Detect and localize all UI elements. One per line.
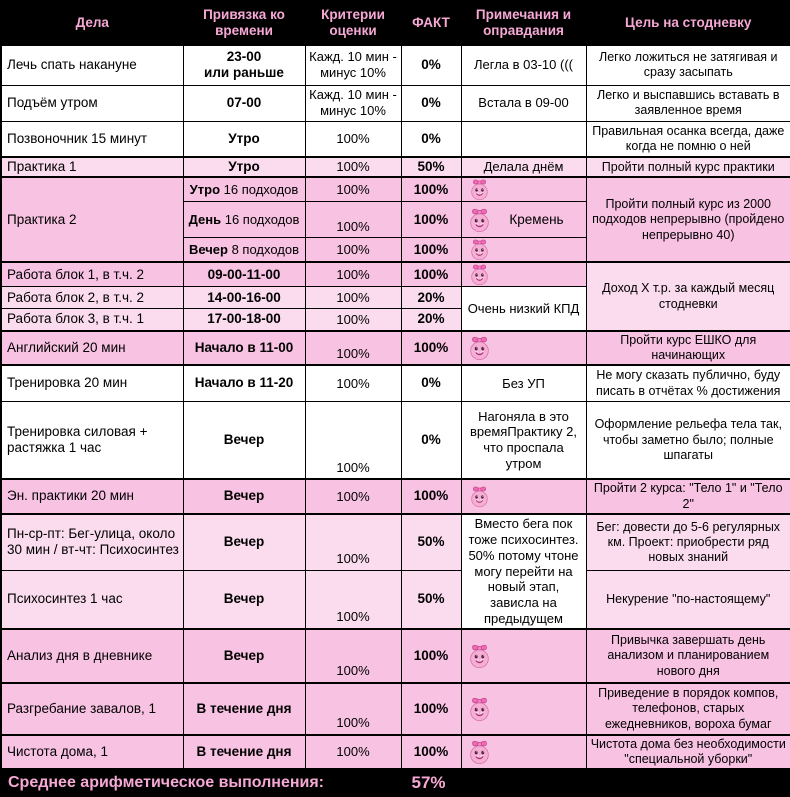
cell-criteria: 100% [305,287,401,309]
cell-goal: Правильная осанка всегда, даже когда не помню о ней [586,121,790,157]
cell-fact: 100% [401,629,461,683]
cell-time: В течение дня [183,683,305,735]
cell-time: 17-00-18-00 [183,309,305,331]
cell-task: Практика 2 [1,177,183,262]
cell-note [461,629,586,683]
cell-time: Начало в 11-20 [183,365,305,401]
cell-task: Анализ дня в дневнике [1,629,183,683]
cell-criteria: 100% [305,121,401,157]
smiley-bow-icon [469,485,490,508]
cell-criteria: 100% [305,157,401,177]
table-row [1,570,790,629]
cell-note [461,479,586,514]
cell-goal: Пройти курс ЕШКО для начинающих [586,331,790,366]
cell-fact: 0% [401,365,461,401]
cell-fact: 100% [401,238,461,263]
cell-task: Эн. практики 20 мин [1,479,183,514]
cell-goal: Бег: довести до 5-6 регулярных км. Проект: приобрести ряд новых знаний [586,514,790,570]
cell-goal: Легко ложиться не затягивая и сразу засыпать [586,45,790,85]
cell-note [461,262,586,287]
cell-fact: 0% [401,85,461,121]
cell-goal: Чистота дома без необходимости "специальной уборки" [586,735,790,770]
cell-criteria: 100% [305,683,401,735]
cell-criteria: 100% [305,238,401,263]
cell-criteria: 100% [305,514,401,570]
header-notes: Примечания и оправдания [461,1,586,45]
cell-task: Психосинтез 1 час [1,570,183,629]
cell-time: Вечер [183,514,305,570]
cell-criteria: Кажд. 10 мин - минус 10% [305,85,401,121]
cell-note: Вместо бега пок тоже психосинтез. 50% потому чтоне могу перейти на новый этап, зависла на предыдущем [461,514,586,629]
cell-time [183,45,305,85]
cell-time: 09-00-11-00 [183,262,305,287]
cell-time: В течение дня [183,735,305,770]
cell-time: Утро [183,157,305,177]
table-row [1,177,790,202]
cell-task: Лечь спать накануне [1,45,183,85]
header-goal: Цель на стодневку [586,1,790,45]
table-row [1,262,790,287]
cell-note [461,238,586,263]
header-time: Привязка ко времени [183,1,305,45]
cell-time: Утро [183,121,305,157]
cell-time: Вечер [183,479,305,514]
cell-task: Работа блок 3, в т.ч. 1 [1,309,183,331]
cell-criteria: Кажд. 10 мин - минус 10% [305,45,401,85]
table-row [1,401,790,479]
header-task: Дела [1,1,183,45]
cell-time: Вечер 8 подходов [183,238,305,263]
cell-fact: 100% [401,262,461,287]
cell-note [461,177,586,202]
cell-criteria: 100% [305,202,401,238]
cell-time: День 16 подходов [183,202,305,238]
header-criteria: Критерии оценки [305,1,401,45]
table-header-row [1,1,790,45]
cell-criteria: 100% [305,735,401,770]
table-row [1,331,790,366]
cell-fact: 100% [401,202,461,238]
cell-time: Вечер [183,401,305,479]
cell-fact: 50% [401,570,461,629]
smiley-bow-icon [469,207,490,233]
cell-fact: 20% [401,287,461,309]
cell-criteria: 100% [305,365,401,401]
cell-time: Вечер [183,629,305,683]
cell-note [461,331,586,366]
cell-fact: 100% [401,177,461,202]
cell-criteria: 100% [305,401,401,479]
cell-criteria: 100% [305,570,401,629]
summary-empty [461,769,790,796]
summary-row [1,769,790,796]
cell-goal: Некурение "по-настоящему" [586,570,790,629]
cell-fact: 100% [401,683,461,735]
table-row [1,85,790,121]
cell-goal: Пройти полный курс практики [586,157,790,177]
cell-note [461,202,586,238]
cell-fact: 50% [401,157,461,177]
cell-goal: Приведение в порядок компов, телефонов, старых ежедневников, вороха бумаг [586,683,790,735]
cell-fact: 100% [401,331,461,366]
table-row [1,45,790,85]
time-line1: 23-00 [226,48,262,64]
cell-time: 14-00-16-00 [183,287,305,309]
cell-goal: Пройти полный курс из 2000 подходов непрерывно (пройдено непрерывно 40) [586,177,790,262]
cell-criteria: 100% [305,629,401,683]
smiley-bow-icon [469,263,490,286]
summary-label: Среднее арифметическое выполнения: [1,769,401,796]
cell-goal: Легко и выспавшись вставать в заявленное время [586,85,790,121]
cell-time: Вечер [183,570,305,629]
cell-task: Английский 20 мин [1,331,183,366]
smiley-bow-icon [469,178,490,201]
cell-task: Работа блок 1, в т.ч. 2 [1,262,183,287]
cell-task: Работа блок 2, в т.ч. 2 [1,287,183,309]
cell-fact: 50% [401,514,461,570]
cell-note: Очень низкий КПД [461,287,586,331]
cell-note [461,121,586,157]
cell-criteria: 100% [305,309,401,331]
cell-criteria: 100% [305,177,401,202]
table-row [1,121,790,157]
cell-criteria: 100% [305,331,401,366]
cell-task: Позвоночник 15 минут [1,121,183,157]
cell-note: Делала днём [461,157,586,177]
cell-goal: Доход Х т.р. за каждый месяц стодневки [586,262,790,331]
smiley-bow-icon [469,238,490,261]
table-row [1,479,790,514]
cell-task: Тренировка 20 мин [1,365,183,401]
cell-goal: Пройти 2 курса: "Тело 1" и "Тело 2" [586,479,790,514]
smiley-bow-icon [469,739,490,765]
summary-value: 57% [401,769,461,796]
cell-task: Тренировка силовая + растяжка 1 час [1,401,183,479]
cell-time: Утро 16 подходов [183,177,305,202]
table-row [1,735,790,770]
cell-goal: Не могу сказать публично, буду писать в отчётах % достижения [586,365,790,401]
cell-fact: 100% [401,735,461,770]
cell-task: Разгребание завалов, 1 [1,683,183,735]
smiley-bow-icon [469,696,490,722]
cell-goal: Привычка завершать день анализом и планированием нового дня [586,629,790,683]
cell-note: Легла в 03-10 ((( [461,45,586,85]
cell-fact: 100% [401,479,461,514]
cell-task: Практика 1 [1,157,183,177]
cell-fact: 0% [401,121,461,157]
table-row [1,683,790,735]
time-line2: или раньше [204,65,284,81]
table-row [1,157,790,177]
cell-fact: 0% [401,401,461,479]
cell-note [461,683,586,735]
cell-goal: Оформление рельефа тела так, чтобы заметно было; полные шпагаты [586,401,790,479]
table-row [1,365,790,401]
cell-task: Чистота дома, 1 [1,735,183,770]
table-row [1,629,790,683]
cell-note [461,735,586,770]
cell-note: Встала в 09-00 [461,85,586,121]
cell-fact: 20% [401,309,461,331]
cell-criteria: 100% [305,479,401,514]
cell-fact: 0% [401,45,461,85]
cell-task: Пн-ср-пт: Бег-улица, около 30 мин / вт-чт: Психосинтез [1,514,183,570]
cell-note: Нагоняла в это времяПрактику 2, что проспала утром [461,401,586,479]
cell-criteria: 100% [305,262,401,287]
cell-task: Подъём утром [1,85,183,121]
header-fact: ФАКТ [401,1,461,45]
note-label: Кремень [509,211,564,227]
cell-time: Начало в 11-00 [183,331,305,366]
cell-note: Без УП [461,365,586,401]
smiley-bow-icon [469,335,490,361]
table-row [1,514,790,570]
cell-time: 07-00 [183,85,305,121]
smiley-bow-icon [469,643,490,669]
